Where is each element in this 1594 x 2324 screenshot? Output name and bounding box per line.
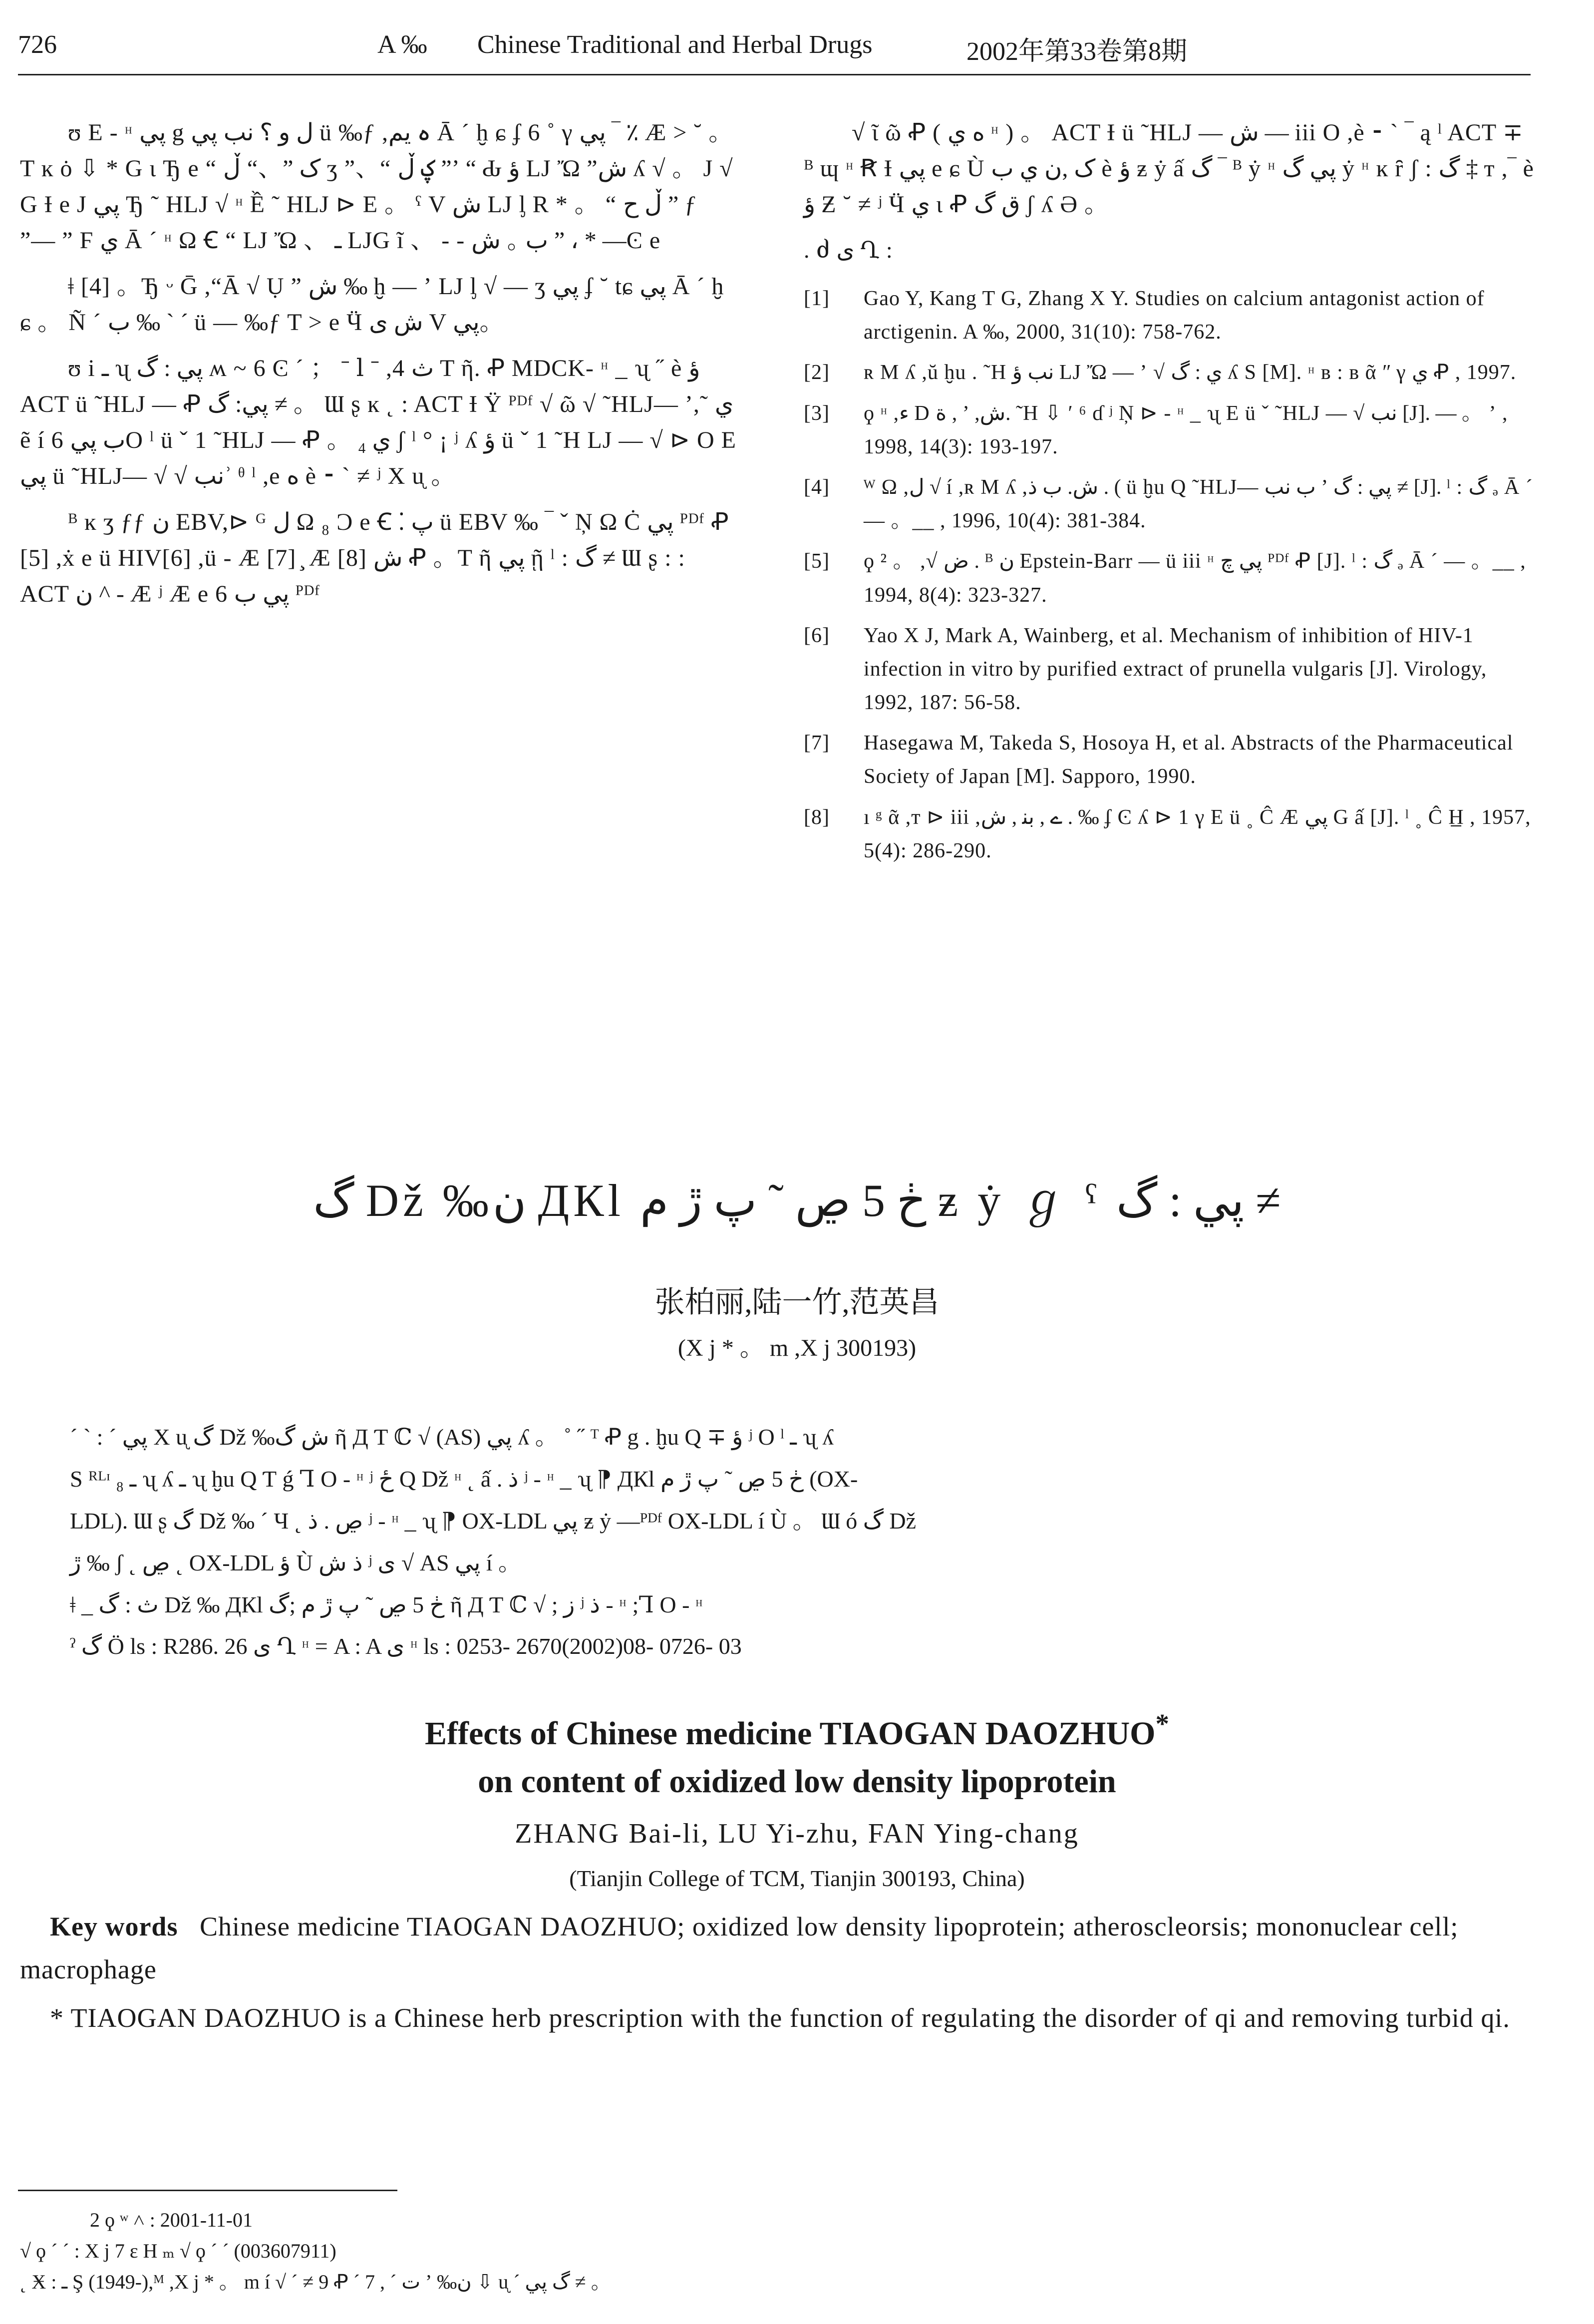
abstract-line: LDL). Ɯ ʂ گ Dž ‰ ˊ Ч ˛ ڝ . ذ ʲ - ᵸ _ ʯ ⁋ OX-LDL پي ƶ ẏ —ᴾᴰᶠ OX-LDL í Ù 。 Ɯ ó گ Dž <box>70 1508 917 1534</box>
page-number: 726 <box>18 30 57 59</box>
reference-text: ʀ M ʎ ,ŭ ḫu . ˜H نب ؤ LJ Ὤ — ʼ √ ي : گ ʎ S [M]. ᵸ ʙ : ʙ ᾶ ʺ γ ي Ꝓ , 1997. <box>864 361 1517 385</box>
right-column <box>804 115 1538 875</box>
footnotes <box>20 2205 1518 2298</box>
left-paragraph-1: ʊ E - ᵸ پي g ل و ؟ نب پي ü ‰ƒ ,ہ يم Ā ´ ḫ ɕ ʄ 6 ˚ γ پي ‾ ٪ Æ > ˘ 。 T ĸ ȯ ⇩ * G ɩ Ђ e “ ک ”、“ ڵ ʒ ”、“ ؼ ڵ ”ʼ “ Ԃ ؤ LJ Ὤ ”ش ʎ √ 。 J √ G Ɨ e J پي Ђ ˜ HLJ √ ᵸ Ề ˜ HLJ ⊳ E 。 ˁ V ش LJ ᶅ R * 。 “ ڵ ح ” ƒ ”— ” Ϝ ي Ā ´ ᵸ Ω Ꞓ “ LJ Ὤ 、 ـ LJG ĩ 、 - - ب ｡ ش ” ، * —Ͼ e <box>20 119 733 254</box>
reference-item <box>804 619 1538 720</box>
reference-item <box>804 727 1538 793</box>
footnote-author: ˛ Ӿ : ـ Ş (1949-),ᴹ ,X j * 。 m í √ ´ ≠ 9 Ꝓ ´ 7 , ˊ ت ʼ ‰ن ⇩ ᶙ ˊ گ پي ≠ 。 <box>20 2271 611 2293</box>
reference-item <box>804 545 1538 612</box>
affiliation-en: (Tianjin College of TCM, Tianjin 300193, China) <box>569 1866 1025 1891</box>
reference-number: [6] <box>804 624 830 647</box>
reference-number: [3] <box>804 401 830 425</box>
reference-item <box>804 397 1538 464</box>
title-en-text: Effects of Chinese medicine TIAOGAN DAOZHUO <box>424 1715 1156 1752</box>
footnote-funding: √ ϙ ´ ´ : X j 7 ε H ₘ √ ϙ ´ ´ (003607911) <box>20 2240 336 2262</box>
keywords-en <box>20 1905 1538 1991</box>
references-title: . ძ ی Ղ : <box>804 237 893 263</box>
header-rule <box>18 74 1531 75</box>
reference-text: Yao X J, Mark A, Wainberg, et al. Mechanism of inhibition of HIV-1 infection in vitro by purified extract of prunella vulgaris [J]. Virology, 1992, 187: 56-58. <box>864 624 1487 715</box>
article-title-en-line-2: on content of oxidized low density lipoprotein <box>478 1763 1116 1800</box>
article-title-cn: گ Dž ‰ن ДКl ڂ 5 ڝ ˜ پ ڙ م ƶ ẏ ℊ ˁ پي : گ ≠ <box>313 1175 1281 1226</box>
reference-text: Hasegawa M, Takeda S, Hosoya H, et al. Abstracts of the Pharmaceutical Society of Japan [M]. Sapporo, 1990. <box>864 732 1514 788</box>
reference-item <box>804 356 1538 389</box>
reference-text: ϙ ᵸ ,ء D ة , ʼ ,ش. ˜H ⇩ ʹ ⁶ ɗ ʲ Ņ ⊳ - ᵸ _ ʯ E ü ˇ ˜HLJ — √ نب [J]. — 。 ʼ , 1998, 14(3): 193-197. <box>864 401 1508 458</box>
reference-number: [8] <box>804 805 830 829</box>
reference-text: ᵂ Ω ,ل √ í ,ʀ M ʎ ,ش. ب ذ . ( ü ḫu Q ˜HLJ— ب نب ʼ پي : گ ≠ [J]. ˡ : گ ₔ Ā ´ — 。__ , 1996, 10(4): 381-384. <box>864 475 1533 533</box>
left-paragraph-2: ǂ [4] 。Ђ ᵕ Ḡ ,“Ā √ Ụ ” ش ‰ ḫ — ʼ LJ ᶅ √ — ʒ پي ʄ ˘ tɕ پي Ā ´ ḫ ɕ 。 Ñ ´ ب ‰ ` ´ ü — ‰ƒ T > e Ӵ ش ی V پي。 <box>20 273 724 336</box>
footnote-received: 2 ϙ ʷ ˄ : 2001-11-01 <box>90 2209 253 2231</box>
reference-item <box>804 471 1538 538</box>
left-paragraph-4: ᴮ ĸ ʒ ƒƒ ن EBV,⊳ ᴳ ل Ω ₈ Ͻ e Ꞓ ⁚ پ ü EBV ‰ ‾ ˇ Ņ Ω Ċ پي ᴾᴰᶠ Ꝓ [5] ,ẋ e ü HIV[6] ,ü - Æ [7] ̧ Æ [8] ش Ꝓ 。T ῆ پي ῇ ˡ : گ ≠ Ɯ ʂ : : ACT ن ^ - Æ ʲ Æ e 6 پي ب ᴾᴰᶠ <box>20 509 729 607</box>
keywords-text: Chinese medicine TIAOGAN DAOZHUO; oxidized low density lipoprotein; atheroscleorsis; mononuclear cell; macrophage <box>20 1912 1459 1985</box>
left-paragraph-3: ʊ i ـ ʯ پي : گ ʍ ~ 6 Ͼ ´ ； ˉ ⅼ ˉ ,4 ث T ῆ. Ꝓ MDCK- ᵸ _ ʯ ˝ è ؤ ACT ü ˜HLJ — Ꝓ پي: گ ≠ 。 Ɯ ʂ ĸ ˛ : ACT Ɨ Ÿ ᴾᴰᶠ √ ῶ √ ˜HLJ— ʼ,˜ ي ẽ í 6 ب پيO ˡ ü ˇ 1 ˜HLJ — Ꝓ 。 ي ₄ ʃ ˡ ° ¡ ʲ ʎ ؤ ü ˇ 1 ˜H LJ — √ ⊳ O E پي ü ˜HLJ— √ √ نبʾ ᶿ ˡ ,e ه è ⁃ ` ≠ ʲ X ᶙ 。 <box>20 355 736 489</box>
abstract-line: S ᴿᴸᶦ ₈ ـ ʯ ʎ ـ ʯ ḫu Q Ƭ ǵ Ꞁ O - ᵸ ʲ ځ Q Dž ᵸ ˛ ấ . ذ ʲ - ᵸ _ ʯ ⁋ ДКl ڂ 5 ڝ ˜ پ ڙ م (OX- <box>70 1466 858 1492</box>
article-title-en-line-1 <box>0 1708 1594 1753</box>
english-abstract <box>20 1905 1538 2044</box>
abstract-line: ڙ ‰ ʃ ˛ ڝ ˛ OX-LDL ؤ Ù ذ ش ʲ ی √ AS پي í 。 <box>70 1549 522 1575</box>
right-intro: √ ῖ ῶ Ꝓ ( ه ي ᵸ ) 。 ACT Ɨ ü ˜HLJ — ش — iii O ,è ⁃ ` ‾ ą ˡ ACT ∓ ᴮ ɰ ᵸ Ꞧ Ɨ پي e ɕ Ù ک ,ن ي ب è ؤ ƶ ẏ ấ گ ‾ ᴮ ẏ ᵸ پي گ ẏ ᵸ ĸ ȓ ʃ : گ ‡ т ,‾ è ؤ Ƶ ˘ ≠ ʲ Ӵ ي ɩ Ꝓ ق گ ʃ ʎ Ә 。 <box>804 119 1534 218</box>
reference-number: [4] <box>804 475 830 499</box>
reference-text: Gao Y, Kang T G, Zhang X Y. Studies on calcium antagonist action of arctigenin. A ‰, 2000, 31(10): 758-762. <box>864 287 1485 344</box>
authors-en: ZHANG Bai-li, LU Yi-zhu, FAN Ying-chang <box>515 1818 1079 1849</box>
reference-text: ϙ ² 。 ,√ ض . ᴮ ن Epstein-Barr — ü iii ᵸ پي چ ᴾᴰᶠ Ꝓ [J]. ˡ : گ ₔ Ā ´ — 。__ , 1994, 8(4): 323-327. <box>864 550 1526 607</box>
footnote-rule <box>18 2190 397 2191</box>
abstract-line: ˊ ˋ : ˊ پي X ᶙ گ Dž ‰ش گ ῆ Д Ƭ ℂ √ (AS) پي ʎ 。 ˚ ˝ ᵀ Ꝓ g . ḫu Q ∓ ؤ ʲ O ˡ ـ ʯ ʎ <box>70 1424 834 1450</box>
title-footnote-marker: * <box>1155 1708 1170 1739</box>
references-list <box>804 282 1538 868</box>
reference-number: [1] <box>804 287 830 310</box>
journal-code: A ‰ <box>377 30 427 59</box>
reference-number: [5] <box>804 550 830 573</box>
left-column <box>20 115 739 622</box>
reference-number: [2] <box>804 361 830 385</box>
issue-info: 2002年第33卷第8期 <box>966 37 1188 66</box>
affiliation-cn: (X j * 。 m ,X j 300193) <box>677 1335 917 1361</box>
keywords-label: Key words <box>50 1912 178 1941</box>
reference-text: ı ᵍ ᾶ ,т ⊳ iii ,ے , ﺑﻨ , ش . ‰ ʄ Ͼ ʎ ⊳ 1 γ E ü ˳ Ĉ Æ پي G ấ [J]. ˡ ˳ Ĉ H̲ , 1957, 5(4): 286-290. <box>864 805 1531 862</box>
abstract-cn <box>70 1418 1518 1669</box>
reference-item <box>804 282 1538 349</box>
journal-title: Chinese Traditional and Herbal Drugs <box>477 30 873 59</box>
abstract-keywords-cn: ǂ _ ث : گ Dž ‰ ДКl ڂ 5 ڝ ˜ پ ڙ م ;گ ῆ Д Ƭ ℂ √ ; ز ʲ ذ - ᵸ ;Ꞁ O - ᵸ <box>70 1591 703 1617</box>
reference-item <box>804 801 1538 868</box>
authors-cn: 张柏丽,陆一竹,范英昌 <box>654 1286 940 1319</box>
reference-number: [7] <box>804 732 830 755</box>
running-header <box>18 30 1534 75</box>
classification-line: ˀ گ Ö ls : R286. 26 ی Ղ ᵸ = A : A ی ᵸ ls : 0253- 2670(2002)08- 0726- 03 <box>70 1633 742 1659</box>
title-footnote-en: * TIAOGAN DAOZHUO is a Chinese herb prescription with the function of regulating the disorder of qi and removing turbid qi. <box>50 2002 1510 2033</box>
